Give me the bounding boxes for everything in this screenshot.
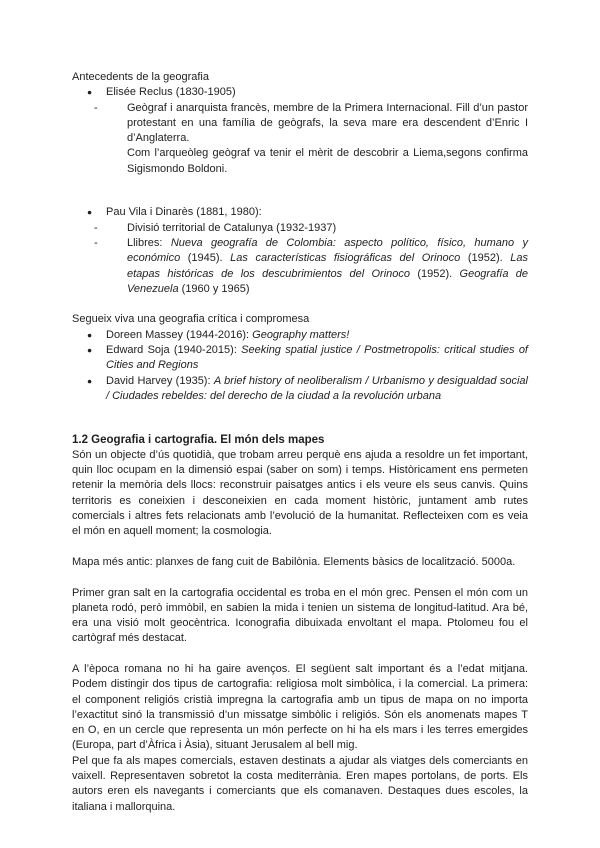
critical-intro: Segueix viva una geografia crítica i compromesa <box>72 313 310 326</box>
antecedents-list <box>72 85 528 177</box>
spacer <box>72 647 528 662</box>
spacer <box>72 177 528 192</box>
spacer <box>72 192 528 205</box>
paragraph-4: A l’època romana no hi ha gaire avenços. El següent salt important és a l’edat mitjana. Podem distingir dos tipus de cartografia: religiosa molt simbòlica, i la comercial. La primera: el component religiós cristià impregna la cartografia amb un tipus de mapa on no importa l’exactitut sinó la transmissió d’un missatge simbòlic i religiós. Són els anomenats mapes T en O, en un cercle que representa un món perfecte on hi ha els mars i les terres emergides (Europa, part d’Àfrica i Àsia), situant Jerusalem al bell mig. <box>72 662 528 752</box>
paragraph-1: Són un objecte d’ús quotidià, que trobam arreu perquè ens ajuda a resoldre un fet important, quin lloc ocupam en la dimensió espai (saber on som) i temps. Històricament ens permeten retenir la memòria dels llocs: reconstruir paisatges antics i els veure els seus canvis. Quins territoris es coneixien i desconeixien en cada moment històric, juntament amb rutes comercials i altres fets relacionats amb l’evolució de la humanitat. Reflecteixen com es veia el món en aquell moment; la cosmologia. <box>72 448 528 538</box>
critical-item-harvey: ● David Harvey (1935): A brief history of neoliberalism / Urbanismo y desigualdad social / Ciudades rebeldes: del derecho de la ciudad a la revolución urbana <box>72 374 528 405</box>
antecedents-list-2 <box>72 205 528 297</box>
works: A brief history of neoliberalism / Urbanismo y desigualdad social / Ciudades rebeldes: del derecho de la ciudad a la revolución urbana <box>106 374 528 402</box>
works: Geography matters! <box>252 328 350 341</box>
paragraph-2: Mapa més antic: planxes de fang cuit de Babilònia. Elements bàsics de localització. 5000a. <box>72 555 516 568</box>
reclus-detail-2: Com l’arqueòleg geògraf va tenir el mèrit de descobrir a Liema,segons confirma Sigismondo Boldoni. <box>127 147 528 175</box>
spacer <box>72 420 528 433</box>
book-title: Las etapas históricas de los descubrimientos del Orinoco <box>127 252 529 280</box>
reclus-details <box>72 101 528 147</box>
paragraph-5: Pel que fa als mapes comercials, estaven destinats a ajudar als viatges dels comerciants en vaixell. Representaven sobretot la costa mediterrània. Eren mapes portolans, de ports. Els autors eren els navegants i comerciants que els comanaven. Destaques dues escoles, la italiana i mallorquina. <box>72 754 528 813</box>
works: Seeking spatial justice / Postmetropolis: critical studies of Cities and Regions <box>106 344 528 372</box>
reclus-name: Elisée Reclus (1830-1905) <box>106 86 236 99</box>
vila-books: - Llibres: Nueva geografía de Colombia: aspecto político, físico, humano y económico (1945). Las características fisiográficas del Orinoco (1952). Las etapas históricas de los descubrimientos del Orinoco (1952). Geografía de Venezuela (1960 y 1965) <box>72 236 528 297</box>
book-title: Las características fisiográficas del Orinoco <box>230 252 461 265</box>
reclus-detail: - Geògraf i anarquista francès, membre de la Primera Internacional. Fill d’un pastor protestant en una família de geògrafs, la seva mare era descendent d’Enric I d’Anglaterra. <box>72 101 528 147</box>
spacer <box>72 570 528 585</box>
antecedents-title: Antecedents de la geografia <box>72 71 209 83</box>
spacer <box>72 404 528 419</box>
spacer <box>72 540 528 555</box>
vila-detail-1: - Divisió territorial de Catalunya (1932-1937) <box>72 221 528 236</box>
book-title: Geografía de Venezuela <box>127 267 528 295</box>
critical-list <box>72 328 528 404</box>
vila-details <box>72 221 528 297</box>
list-item-reclus <box>72 85 528 177</box>
critical-item-soja: ● Edward Soja (1940-2015): Seeking spatial justice / Postmetropolis: critical studies of Cities and Regions <box>72 343 528 374</box>
book-title: Nueva geografía de Colombia: aspecto político, físico, humano y económico <box>127 236 528 265</box>
section-heading: 1.2 Geografia i cartografia. El món dels mapes <box>72 433 325 446</box>
critical-item-massey: ● Doreen Massey (1944-2016): Geography matters! <box>72 328 528 343</box>
vila-name: Pau Vila i Dinarès (1881, 1980): <box>106 206 262 219</box>
document-page <box>72 70 528 815</box>
list-item-vila <box>72 205 528 297</box>
spacer <box>72 297 528 312</box>
paragraph-3: Primer gran salt en la cartografia occidental es troba en el món grec. Pensen el món com un planeta rodó, però immòbil, en sabien la mida i tenien un sistema de longitud-latitud. Ara bé, era una visió molt geocèntrica. Iconografia dibuixada envoltant el mapa. Ptolomeu fou el cartògraf més destacat. <box>72 586 528 645</box>
